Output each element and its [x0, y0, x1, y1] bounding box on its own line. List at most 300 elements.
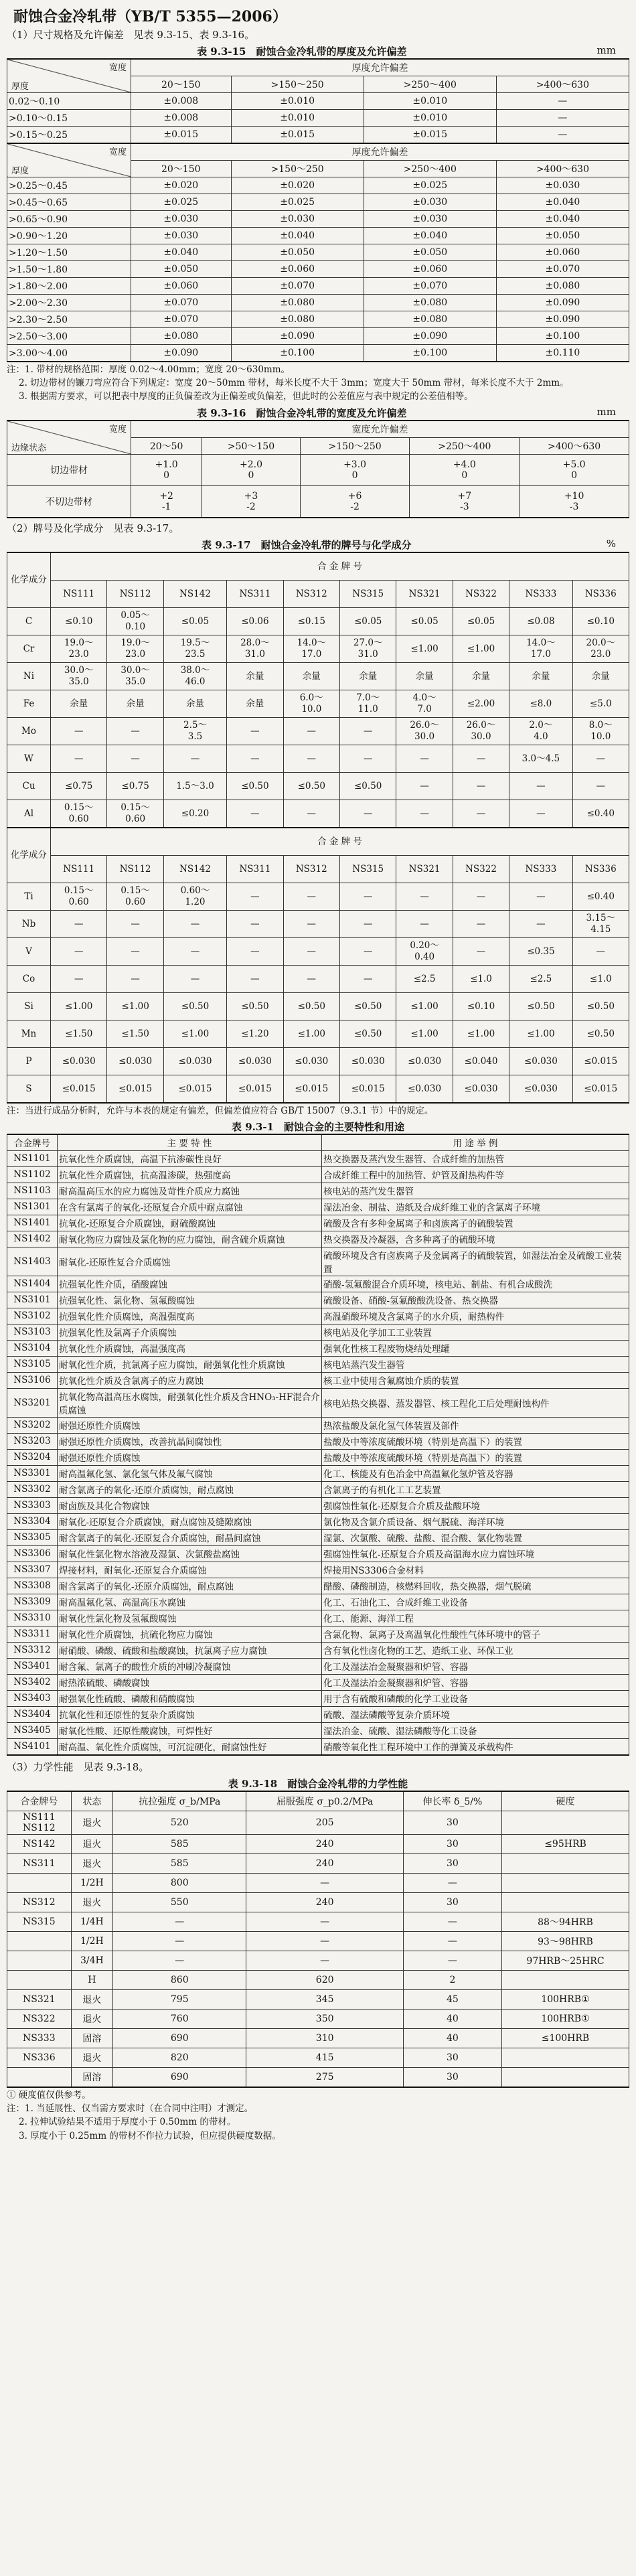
table-cell: +2 -1 [131, 485, 202, 518]
table-cell: — [339, 800, 396, 828]
row-header: Ni [7, 662, 51, 690]
table-row [7, 1497, 629, 1513]
table-row [7, 2048, 629, 2067]
row-header: >0.25～0.45 [7, 177, 131, 194]
table-cell: — [339, 910, 396, 937]
table-row [7, 194, 629, 211]
table-row [7, 177, 629, 194]
table-row [7, 1417, 629, 1433]
table-cell: — [107, 937, 163, 965]
table-cell: 硝酸等氧化性工程环境中工作的弹簧及承载构件 [322, 1738, 629, 1755]
grade-header: NS311 [227, 855, 283, 883]
table-row [7, 1340, 629, 1356]
table-cell: +3 -2 [202, 485, 300, 518]
table-cell: 760 [113, 2009, 246, 2028]
table-cell: 余量 [227, 662, 283, 690]
row-header: NS315 [7, 1912, 72, 1931]
table-cell: ±0.015 [231, 127, 364, 144]
table-row [7, 717, 629, 745]
row-header: NS142 [7, 1834, 72, 1853]
group-header: 厚度允许偏差 [131, 59, 629, 76]
table-cell: 26.0～ 30.0 [396, 717, 453, 745]
table-cell: 在含有氯离子的氧化-还原复合介质中耐点腐蚀 [58, 1199, 322, 1215]
table-row [7, 2009, 629, 2028]
table-cell: ±0.100 [364, 345, 496, 362]
table-cell: 硫酸、湿法磷酸等复杂介质环境 [322, 1706, 629, 1722]
table-cell: ±0.090 [231, 328, 364, 345]
table-cell: 88～94HRB [501, 1912, 629, 1931]
column-header: 抗拉强度 σ_b/MPa [113, 1791, 246, 1811]
table-cell: — [453, 910, 509, 937]
table-cell: ±0.008 [131, 93, 232, 110]
table-cell: 盐酸及中等浓度硫酸环境（特别是高温下）的装置 [322, 1449, 629, 1465]
table-cell: — [396, 772, 453, 800]
table-cell: — [113, 1931, 246, 1951]
table-cell: ±0.010 [364, 110, 496, 127]
table-row [7, 1449, 629, 1465]
table-cell: ≤0.50 [339, 992, 396, 1020]
note-line: 3. 厚度小于 0.25mm 的带材不作拉力试验，但应提供硬度数据。 [19, 2130, 281, 2141]
row-header: >0.65～0.90 [7, 211, 131, 228]
table-cell: — [509, 772, 572, 800]
row-header: Cu [7, 772, 51, 800]
table-cell: ≤95HRB [501, 1834, 629, 1853]
table-cell: — [396, 745, 453, 772]
table-cell: 240 [246, 1853, 403, 1873]
table-corner-header [7, 143, 131, 177]
table-row [7, 800, 629, 828]
table-cell: 3.0～4.5 [509, 745, 572, 772]
row-header: NS3312 [7, 1642, 58, 1658]
table-row [7, 1276, 629, 1292]
table-cell: 310 [246, 2028, 403, 2048]
table-cell: — [453, 883, 509, 910]
table-cell: 含氯化物、氯离子及高温氧化性酸性气体环境中的管子 [322, 1626, 629, 1642]
table-cell: 耐氧化-还原复合介质腐蚀，耐点腐蚀及缝隙腐蚀 [58, 1513, 322, 1529]
corner-label-top: 宽度 [108, 147, 127, 157]
table-cell: — [246, 1873, 403, 1892]
table-cell: ≤0.40 [572, 883, 629, 910]
table-cell: 湿法冶金、硫酸、湿法磷酸等化工设备 [322, 1722, 629, 1738]
table-cell: ≤2.5 [396, 965, 453, 992]
table-cell: ≤1.00 [509, 1020, 572, 1047]
table-cell: — [572, 937, 629, 965]
table-cell: ±0.080 [231, 311, 364, 328]
table-row [7, 1873, 629, 1892]
table-cell: 耐高温、氧化性介质腐蚀，可沉淀硬化，耐腐蚀性好 [58, 1738, 322, 1755]
grade-header: NS321 [396, 580, 453, 607]
table-cell: 耐高温氟化氢、高温高压水腐蚀 [58, 1594, 322, 1610]
row-header: NS111 NS112 [7, 1811, 72, 1834]
table-cell: ≤0.030 [227, 1047, 283, 1075]
table-cell: ≤0.040 [453, 1047, 509, 1075]
row-header: Mn [7, 1020, 51, 1047]
table-cell: ≤2.5 [509, 965, 572, 992]
table-corner-header [7, 59, 131, 93]
row-header: NS3306 [7, 1545, 58, 1562]
table-cell: 用于含有硫酸和磷酸的化学工业设备 [322, 1690, 629, 1706]
table-cell: ≤0.50 [283, 992, 339, 1020]
row-header: >0.10～0.15 [7, 110, 131, 127]
row-header: V [7, 937, 51, 965]
table-cell: ±0.050 [131, 261, 232, 278]
column-header: 状态 [71, 1791, 112, 1811]
table-cell: +2.0 0 [202, 454, 300, 485]
table-cell: ≤0.10 [572, 607, 629, 635]
table-row [7, 1674, 629, 1690]
row-header: NS3307 [7, 1562, 58, 1578]
table-cell: — [107, 745, 163, 772]
table-17-caption: 表 9.3-17 耐蚀合金冷轧带的牌号与化学成分 % [202, 537, 616, 551]
table-cell: 耐氧化性酸、还原性酸腐蚀，可焊性好 [58, 1722, 322, 1738]
table-cell: — [572, 745, 629, 772]
table-cell: 耐卤族及其化合物腐蚀 [58, 1497, 322, 1513]
grade-header: NS322 [453, 855, 509, 883]
table-cell: 0.15～ 0.60 [107, 800, 163, 828]
table-cell [501, 1853, 629, 1873]
table-cell: 14.0～ 17.0 [283, 635, 339, 662]
row-header [7, 2067, 72, 2087]
column-header: >150～250 [300, 437, 410, 454]
table-cell: — [246, 1912, 403, 1931]
table-row [7, 1075, 629, 1103]
table-cell: ≤0.015 [107, 1075, 163, 1103]
table-cell: 585 [113, 1834, 246, 1853]
table-cell: — [339, 717, 396, 745]
table-cell: ≤1.00 [107, 992, 163, 1020]
table-cell: — [283, 937, 339, 965]
column-header: 伸长率 δ_5/% [403, 1791, 501, 1811]
note-line: 注：1. 带材的规格范围：厚度 0.02～4.00mm；宽度 20～630mm。 [7, 364, 291, 375]
table-cell: 耐强还原性介质腐蚀 [58, 1417, 322, 1433]
table-cell: 8.0～ 10.0 [572, 717, 629, 745]
table-cell: — [283, 883, 339, 910]
table-cell: ≤0.50 [339, 772, 396, 800]
table-row [7, 1722, 629, 1738]
table-cell: 耐热浓硫酸、磷酸腐蚀 [58, 1674, 322, 1690]
table-cell: 抗氧化性和还原性的复杂介质腐蚀 [58, 1706, 322, 1722]
table-cell: — [403, 1931, 501, 1951]
table-cell: ≤1.00 [51, 992, 107, 1020]
table-cell: ±0.010 [231, 93, 364, 110]
table-cell: — [403, 1951, 501, 1970]
table-cell: — [509, 800, 572, 828]
table-cell: 核工业中使用含氟腐蚀介质的装置 [322, 1372, 629, 1388]
table-row [7, 228, 629, 244]
grade-header: NS312 [283, 855, 339, 883]
table-cell: 30 [403, 2048, 501, 2067]
table-cell: 热浓盐酸及氯化氢气体装置及部件 [322, 1417, 629, 1433]
table-cell: 30 [403, 1834, 501, 1853]
table-cell: ≤0.50 [572, 992, 629, 1020]
table-cell: ≤0.015 [572, 1075, 629, 1103]
table-row [7, 690, 629, 717]
table-cell: ≤1.00 [396, 992, 453, 1020]
row-header: NS1101 [7, 1150, 58, 1166]
column-header: 合金牌号 [7, 1134, 58, 1151]
table-cell: 焊接用NS3306合金材料 [322, 1562, 629, 1578]
table-cell: — [51, 965, 107, 992]
table-cell: 1/2H [71, 1873, 112, 1892]
table-cell: ≤1.00 [163, 1020, 226, 1047]
table-cell: ±0.015 [364, 127, 496, 144]
table-row [7, 1183, 629, 1199]
table-cell: 抗氧化性介质腐蚀，高温强度高 [58, 1340, 322, 1356]
table-cell: 余量 [163, 690, 226, 717]
grade-header: NS112 [107, 855, 163, 883]
row-header: NS3203 [7, 1433, 58, 1449]
table-cell: 退火 [71, 1989, 112, 2009]
table-cell: ≤1.00 [453, 1020, 509, 1047]
table-cell: ≤0.015 [51, 1075, 107, 1103]
table-row [7, 965, 629, 992]
row-header: >1.50～1.80 [7, 261, 131, 278]
table-cell: 26.0～ 30.0 [453, 717, 509, 745]
table-cell: — [51, 910, 107, 937]
table-row [7, 662, 629, 690]
table-cell: ±0.008 [131, 110, 232, 127]
table-cell: 1/2H [71, 1931, 112, 1951]
table-cell: ≤0.06 [227, 607, 283, 635]
table-cell: ≤1.50 [51, 1020, 107, 1047]
table-cell: — [396, 910, 453, 937]
table-cell: 耐高温高压水的应力腐蚀及苛性介质应力腐蚀 [58, 1183, 322, 1199]
table-row [7, 295, 629, 311]
table-cell: 余量 [107, 690, 163, 717]
table-cell: ≤0.10 [453, 992, 509, 1020]
row-header: C [7, 607, 51, 635]
table-cell: 620 [246, 1970, 403, 1989]
table-cell: ≤0.50 [509, 992, 572, 1020]
table-cell: — [496, 127, 629, 144]
table-cell: 30.0～ 35.0 [107, 662, 163, 690]
table-cell: 45 [403, 1989, 501, 2009]
table-cell: 350 [246, 2009, 403, 2028]
table-cell: 240 [246, 1834, 403, 1853]
table-cell: 热交换器及冷凝器，含多种离子的硫酸环境 [322, 1231, 629, 1247]
table-cell [501, 1892, 629, 1912]
table-cell: 核电站蒸汽发生器管 [322, 1356, 629, 1372]
row-header: P [7, 1047, 51, 1075]
row-header: NS1401 [7, 1215, 58, 1231]
table-cell: ≤1.50 [107, 1020, 163, 1047]
table-cell: — [283, 965, 339, 992]
table-cell: +1.0 0 [131, 454, 202, 485]
table-cell: ±0.025 [364, 177, 496, 194]
table-cell: 860 [113, 1970, 246, 1989]
row-header: NS311 [7, 1853, 72, 1873]
table-cell: ≤1.00 [453, 635, 509, 662]
table-cell: 19.0～ 23.0 [107, 635, 163, 662]
row-header: NS312 [7, 1892, 72, 1912]
table-cell: +7 -3 [410, 485, 520, 518]
table-row [7, 1231, 629, 1247]
table-cell: 醋酸、磷酸制造，核燃料回收，热交换器，烟气脱硫 [322, 1578, 629, 1594]
table-cell: — [246, 1931, 403, 1951]
row-header: NS4101 [7, 1738, 58, 1755]
table-cell: 化工及湿法冶金凝聚器和炉管、容器 [322, 1658, 629, 1674]
table-row [7, 1951, 629, 1970]
table-cell: — [283, 800, 339, 828]
column-header: 硬度 [501, 1791, 629, 1811]
table-cell: 耐含氯离子的氧化-还原介质腐蚀，耐点腐蚀 [58, 1578, 322, 1594]
table-cell: — [113, 1912, 246, 1931]
row-header: NS3202 [7, 1417, 58, 1433]
table-cell: 耐氧化性介质腐蚀，抗硫化物应力腐蚀 [58, 1626, 322, 1642]
row-header: NS3301 [7, 1465, 58, 1481]
table-cell: ±0.060 [131, 278, 232, 295]
table-row [7, 1150, 629, 1166]
table-cell: ±0.040 [364, 228, 496, 244]
table-cell: 97HRB～25HRC [501, 1951, 629, 1970]
table-cell: 0.20～ 0.40 [396, 937, 453, 965]
table-cell: — [496, 110, 629, 127]
table-cell: 湿氯、次氯酸、硫酸、盐酸、混合酸、氯化物装置 [322, 1529, 629, 1545]
table-cell: ±0.090 [131, 345, 232, 362]
table-cell: ±0.030 [496, 177, 629, 194]
table-cell: 退火 [71, 1834, 112, 1853]
table-cell: ≤0.030 [107, 1047, 163, 1075]
row-header: NS3106 [7, 1372, 58, 1388]
row-header [7, 1931, 72, 1951]
table-cell: +3.0 0 [300, 454, 410, 485]
table-row [7, 328, 629, 345]
table-row [7, 1047, 629, 1075]
table-cell: ±0.010 [364, 93, 496, 110]
note-line: 注：1. 当延展性、仅当需方要求时（在合同中注明）才测定。 [7, 2103, 254, 2115]
table-cell: 余量 [51, 690, 107, 717]
table-18-notes [7, 2089, 629, 2142]
table-row [7, 311, 629, 328]
grade-header: NS336 [572, 855, 629, 883]
table-cell: — [339, 883, 396, 910]
table-row [7, 1465, 629, 1481]
table-row [7, 127, 629, 144]
row-header: NS3201 [7, 1388, 58, 1417]
table-cell: ≤0.15 [283, 607, 339, 635]
table-cell: 耐含氟、氯离子的酸性介质的冲刷冷凝腐蚀 [58, 1658, 322, 1674]
table-row [7, 1626, 629, 1642]
table-cell [501, 1811, 629, 1834]
table-cell: 硫酸及含有多种金属离子和卤族离子的硫酸装置 [322, 1215, 629, 1231]
row-header: Nb [7, 910, 51, 937]
grade-header: NS336 [572, 580, 629, 607]
table-cell: ±0.050 [364, 244, 496, 261]
table-cell: — [163, 937, 226, 965]
table-cell: 0.15～ 0.60 [107, 883, 163, 910]
table-cell: 3.15～ 4.15 [572, 910, 629, 937]
table-9-3-1 [7, 1134, 629, 1756]
table-cell: — [113, 1951, 246, 1970]
table-cell: — [51, 717, 107, 745]
row-header: NS1404 [7, 1276, 58, 1292]
table-cell: ±0.040 [496, 194, 629, 211]
table-cell: — [51, 937, 107, 965]
table-cell: — [227, 745, 283, 772]
table-cell: +5.0 0 [520, 454, 629, 485]
table-cell: 抗强氧化性及氯离子介质腐蚀 [58, 1324, 322, 1340]
table-cell: — [572, 772, 629, 800]
row-header: >2.50～3.00 [7, 328, 131, 345]
column-header: >250～400 [410, 437, 520, 454]
table-cell: ≤0.50 [227, 772, 283, 800]
table-cell: ±0.040 [131, 244, 232, 261]
grade-header: NS142 [163, 855, 226, 883]
table-cell: 4.0～ 7.0 [396, 690, 453, 717]
table-row [7, 910, 629, 937]
table-row [7, 1690, 629, 1706]
grade-header: NS111 [51, 855, 107, 883]
table-cell: — [163, 910, 226, 937]
row-header: NS333 [7, 2028, 72, 2048]
table-row [7, 1578, 629, 1594]
table-row [7, 745, 629, 772]
column-header: >250～400 [364, 76, 496, 93]
row-header: NS3309 [7, 1594, 58, 1610]
row-header: NS321 [7, 1989, 72, 2009]
table-cell: ≤0.08 [509, 607, 572, 635]
table-cell: ≤0.030 [396, 1047, 453, 1075]
row-header: NS1103 [7, 1183, 58, 1199]
table-cell: ≤0.50 [572, 1020, 629, 1047]
table-cell: ±0.025 [131, 194, 232, 211]
table-cell: ≤8.0 [509, 690, 572, 717]
table-cell: 690 [113, 2067, 246, 2087]
table-cell: 2.0～ 4.0 [509, 717, 572, 745]
table-cell: ≤0.030 [339, 1047, 396, 1075]
column-header: 用 途 举 例 [322, 1134, 629, 1151]
table-cell: — [283, 910, 339, 937]
grade-header: NS112 [107, 580, 163, 607]
table-cell: 抗氧化物高温高压水腐蚀，耐强氧化性介质及含HNO₃-HF混合介质腐蚀 [58, 1388, 322, 1417]
table-cell: 耐氧化物应力腐蚀及氯化物的应力腐蚀，耐含硫介质腐蚀 [58, 1231, 322, 1247]
table-cell: ±0.030 [131, 228, 232, 244]
table-cell: 205 [246, 1811, 403, 1834]
table-cell: — [227, 883, 283, 910]
table-cell: 6.0～ 10.0 [283, 690, 339, 717]
table-cell: 0.05～ 0.10 [107, 607, 163, 635]
table-row [7, 244, 629, 261]
table-cell: ±0.070 [131, 295, 232, 311]
column-header: >400～630 [496, 161, 629, 177]
table-row [7, 1658, 629, 1674]
grade-header: NS315 [339, 855, 396, 883]
table-row [7, 1610, 629, 1626]
column-header: >50～150 [202, 437, 300, 454]
table-cell: ≤1.0 [453, 965, 509, 992]
column-header: >150～250 [231, 76, 364, 93]
table-cell: — [339, 745, 396, 772]
table-cell: 耐氧化性介质，抗氯离子应力腐蚀，耐强氧化性介质腐蚀 [58, 1356, 322, 1372]
table-cell: 30.0～ 35.0 [51, 662, 107, 690]
table-cell: ≤0.030 [283, 1047, 339, 1075]
table-cell: 余量 [396, 662, 453, 690]
row-header: NS3308 [7, 1578, 58, 1594]
table-cell: 550 [113, 1892, 246, 1912]
table-cell: 硫酸环境及含有卤族离子及金属离子的硫酸装置，如湿法冶金及硫酸工业装置 [322, 1247, 629, 1276]
table-row [7, 211, 629, 228]
table-cell: 盐酸及中等浓度硫酸环境（特别是高温下）的装置 [322, 1433, 629, 1449]
table-cell: ≤0.05 [453, 607, 509, 635]
row-header: Ti [7, 883, 51, 910]
table-cell: ≤1.00 [283, 1020, 339, 1047]
table-cell: 28.0～ 31.0 [227, 635, 283, 662]
table-cell: 0.15～ 0.60 [51, 883, 107, 910]
table-cell: — [453, 800, 509, 828]
table-cell: ±0.080 [364, 295, 496, 311]
table-cell: ≤0.015 [283, 1075, 339, 1103]
table-cell: 19.5～ 23.5 [163, 635, 226, 662]
